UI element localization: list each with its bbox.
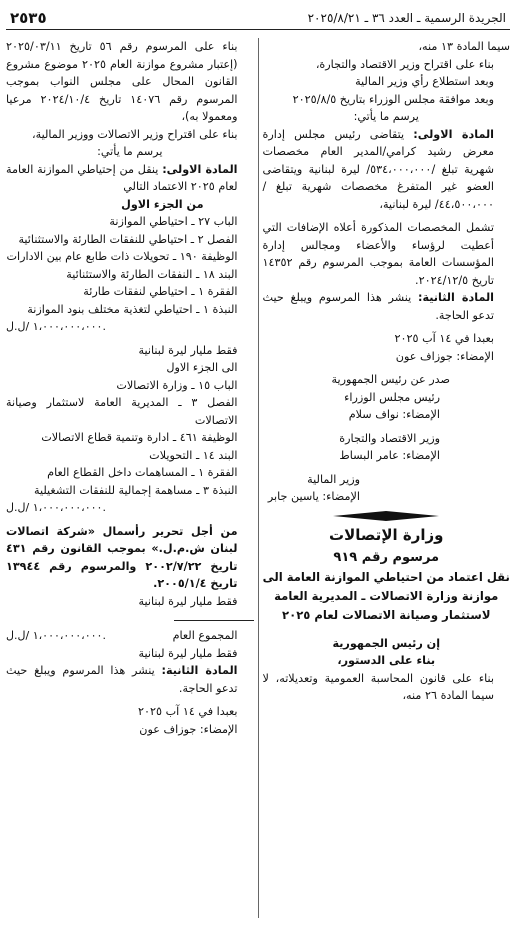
article-label: المادة الثانية: [417, 291, 494, 304]
amount-words: فقط مليار ليرة لبنانية [138, 646, 238, 660]
minister-title: وزير المالية [307, 472, 360, 486]
budget-line: البند ١٨ ـ النفقات الطارئة والاستثنائية [66, 267, 238, 281]
decree-formula: يرسم ما يأتي: [353, 110, 419, 123]
constitution-line: بناء على الدستور، [337, 654, 436, 667]
amount-row [6, 499, 254, 517]
text-paragraph: تشمل المخصصات المذكورة أعلاه الإضافات التي أعطيت لرؤساء والأعضاء ومجالس إدارة المؤسسات العامة بموجب المرسوم رقم ١٤٣٥٢ تاريخ ٢٠٢٤/١٢/٥. [262, 221, 494, 287]
budget-line: الوظيفة ١٩٠ ـ تحويلات ذات طابع عام بين الادارات [6, 250, 238, 263]
page-header [6, 0, 510, 30]
total-amount: ١،٠٠٠،٠٠٠،٠٠٠ /ل.ل. [6, 629, 106, 642]
article-label: المادة الثانية: [161, 664, 238, 677]
text-paragraph: بناء على قانون المحاسبة العمومية وتعديلاته، لا سيما المادة ٢٦ منه، [262, 671, 494, 702]
date-line: بعبدا في ١٤ آب ٢٠٢٥ [394, 332, 494, 345]
decree-number: مرسوم رقم ٩١٩ [333, 549, 440, 565]
section-heading: الى الجزء الاول [166, 361, 238, 374]
budget-line: الباب ١٥ ـ وزارة الاتصالات [116, 378, 238, 392]
signature: الإمضاء: جوزاف عون [395, 349, 494, 363]
article-text: ينشر هذا المرسوم ويبلغ حيث تدعو الحاجة. [6, 664, 238, 695]
article-text: ينقل من إحتياطي الموازنة العامة لعام ٢٠٢٥ الاعتماد التالي [6, 162, 238, 193]
signature: الإمضاء: جوزاف عون [139, 722, 238, 736]
amount: ١،٠٠٠،٠٠٠،٠٠٠ /ل.ل. [6, 320, 106, 333]
article-1 [6, 161, 254, 196]
page-number: ٢٥٣٥ [10, 8, 47, 27]
pm-title: رئيس مجلس الوزراء [344, 390, 440, 404]
article-2 [263, 289, 511, 324]
decree-subtitle: نقل اعتماد من احتياطي الموازنة العامة الى موازنة وزارة الاتصالات ـ المديرية العامة لاستثمار وصيانة الاتصالات لعام ٢٠٢٥ [262, 569, 510, 622]
article-text: يتقاضى رئيس مجلس إدارة معرض رشيد كرامي/المدير العام مخصصات شهرية تبلغ /٥٣٤،٠٠٠،٠٠٠/ ليرة لبنانية ويتقاضى العضو غير المتفرغ مخصصات شهرية تبلغ /٤٤،٥٠٠،٠٠٠/ ليرة لبنانية، [262, 127, 494, 211]
budget-line: الوظيفة ٤٦١ ـ ادارة وتنمية قطاع الاتصالات [41, 431, 238, 444]
text-line: بناء على اقتراح وزير الاتصالات ووزير المالية، [31, 127, 238, 141]
text-line: وبعد موافقة مجلس الوزراء بتاريخ ٢٠٢٥/٨/٥ [292, 92, 494, 106]
decree-formula: يرسم ما يأتي: [97, 145, 163, 158]
columns [6, 30, 510, 934]
total-row [6, 627, 254, 645]
ministry-heading: وزارة الإتصالات [329, 525, 444, 544]
article-1 [263, 126, 511, 214]
article-text: ينشر هذا المرسوم ويبلغ حيث تدعو الحاجة. [262, 291, 494, 322]
text-line: بناء على اقتراح وزير الاقتصاد والتجارة، [315, 57, 494, 71]
amount-row [6, 318, 254, 336]
text-line: وبعد استطلاع رأي وزير المالية [355, 75, 494, 88]
article-2 [6, 662, 254, 697]
amount-words: فقط مليار ليرة لبنانية [138, 594, 238, 608]
purpose-paragraph: من أجل تحرير رأسمال «شركة اتصالات لبنان ش.م.ل.» بموجب القانون رقم ٤٣١ تاريخ ٢٠٠٢/٧/٢٢ والمرسوم رقم ١٣٩٤٤ تاريخ ٢٠٠٥/١/٤. [6, 524, 238, 590]
signature: الإمضاء: نواف سلام [348, 408, 440, 421]
article-label: المادة الاولى: [162, 162, 238, 176]
budget-line: الفقرة ١ ـ احتياطي لنفقات طارئة [83, 285, 238, 298]
text-paragraph: بناء على المرسوم رقم ٥٦ تاريخ ٢٠٢٥/٠٣/١١ (إعتبار مشروع موازنة العام ٢٠٢٥ موضوع مشروع القانون المحال على مجلس النواب بموجب المرسوم رقم ١٤٠٧٦ تاريخ ٢٠٢٤/١٠/٤ مرعيا ومعمولا به)، [6, 40, 238, 123]
minister-title: وزير الاقتصاد والتجارة [339, 431, 440, 445]
date-line: بعبدا في ١٤ آب ٢٠٢٥ [138, 705, 238, 718]
budget-line: النبذة ١ ـ احتياطي لتغذية مختلف بنود الموازنة [27, 302, 238, 316]
issued-by: صدر عن رئيس الجمهورية [331, 373, 450, 386]
total-label: المجموع العام [172, 629, 238, 642]
budget-line: البند ١٤ ـ التحويلات [149, 448, 238, 462]
amount-words: فقط مليار ليرة لبنانية [138, 343, 238, 357]
signature: الإمضاء: عامر البساط [339, 449, 440, 462]
gazette-title: الجريدة الرسمية ـ العدد ٣٦ ـ ٢٠٢٥/٨/٢١ [307, 10, 506, 25]
budget-line: الباب ٢٧ ـ احتياطي الموازنة [109, 215, 238, 228]
total-rule [174, 620, 254, 621]
budget-line: الفصل ٣ ـ المديرية العامة لاستثمار وصيانة الاتصالات [6, 396, 238, 427]
budget-line: الفقرة ١ ـ المساهمات داخل القطاع العام [47, 466, 238, 479]
signature: الإمضاء: ياسين جابر [267, 490, 360, 503]
ornament-icon [331, 510, 441, 522]
right-column [263, 30, 511, 934]
left-column [6, 30, 254, 934]
president-line: إن رئيس الجمهورية [332, 636, 441, 650]
section-heading: من الجزء الاول [121, 197, 204, 211]
column-divider [258, 38, 259, 918]
ornament-divider [263, 510, 511, 522]
amount: ١،٠٠٠،٠٠٠،٠٠٠ /ل.ل. [6, 501, 106, 514]
text-line: سيما المادة ١٣ منه، [418, 40, 510, 53]
budget-line: النبذة ٣ ـ مساهمة إجمالية للنفقات التشغيلية [33, 483, 238, 497]
article-label: المادة الاولى: [413, 127, 494, 141]
budget-line: الفصل ٢ ـ احتياطي للنفقات الطارئة والاستثنائية [18, 232, 238, 246]
